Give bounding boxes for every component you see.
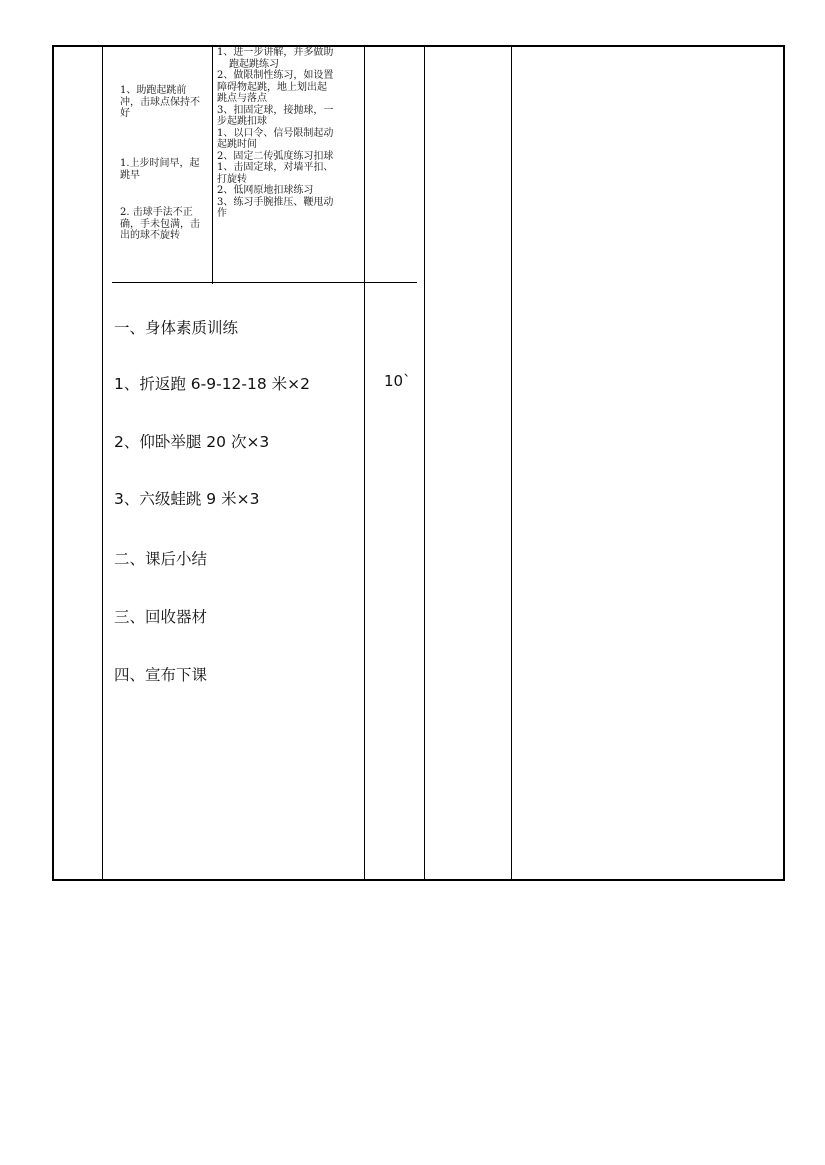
problem-2: 1.上步时间早，起跳早 [120,158,200,181]
method-line: 1、进一步讲解，并多做助 [217,47,334,58]
error-correction-table [112,47,417,284]
method-line: 2、低网原地扣球练习 [217,185,314,196]
method-line: 2、固定二传弧度练习扣球 [217,150,334,162]
method-line: 3、练习手腕推压、鞭甩动 [217,196,334,208]
problem-1: 1、助跑起跳前冲，击球点保持不好 [120,85,200,119]
method-line: 跑起跳练习 [229,58,279,70]
time-value: 10` [384,372,411,390]
method-line: 2、做限制性练习，如设置 [217,70,334,81]
column-divider-4 [511,47,512,879]
section-physical-training: 一、身体素质训练 [114,319,239,337]
method-line: 障碍物起跳，地上划出起 [217,81,327,93]
lesson-plan-table [52,45,785,881]
inner-column-divider [212,47,213,284]
method-line: 3、扣固定球，接抛球，一 [217,104,334,116]
item-leg-raise: 2、仰卧举腿 20 次×3 [114,433,270,451]
method-line: 打旋转 [217,173,247,185]
column-divider-1 [102,47,103,879]
correction-methods [217,47,414,220]
section-dismiss: 四、宣布下课 [114,666,208,684]
method-line: 作 [217,208,227,219]
method-line: 步起跳扣球 [217,116,267,127]
method-line: 1、以口令、信号限制起动 [217,127,334,139]
item-shuttle-run: 1、折返跑 6-9-12-18 米×2 [114,375,311,393]
section-collect-equipment: 三、回收器材 [114,608,208,626]
column-divider-3 [424,47,425,879]
method-line: 起跳时间 [217,139,257,150]
inner-table-bottom-border [112,282,417,283]
item-frog-jump: 3、六级蛙跳 9 米×3 [114,490,260,508]
method-line: 1、击固定球，对墙平扣、 [217,162,334,173]
problem-3: 2. 击球手法不正确，手未包满，击出的球不旋转 [120,207,200,241]
method-line: 跳点与落点 [217,93,267,104]
section-summary: 二、课后小结 [114,550,208,568]
